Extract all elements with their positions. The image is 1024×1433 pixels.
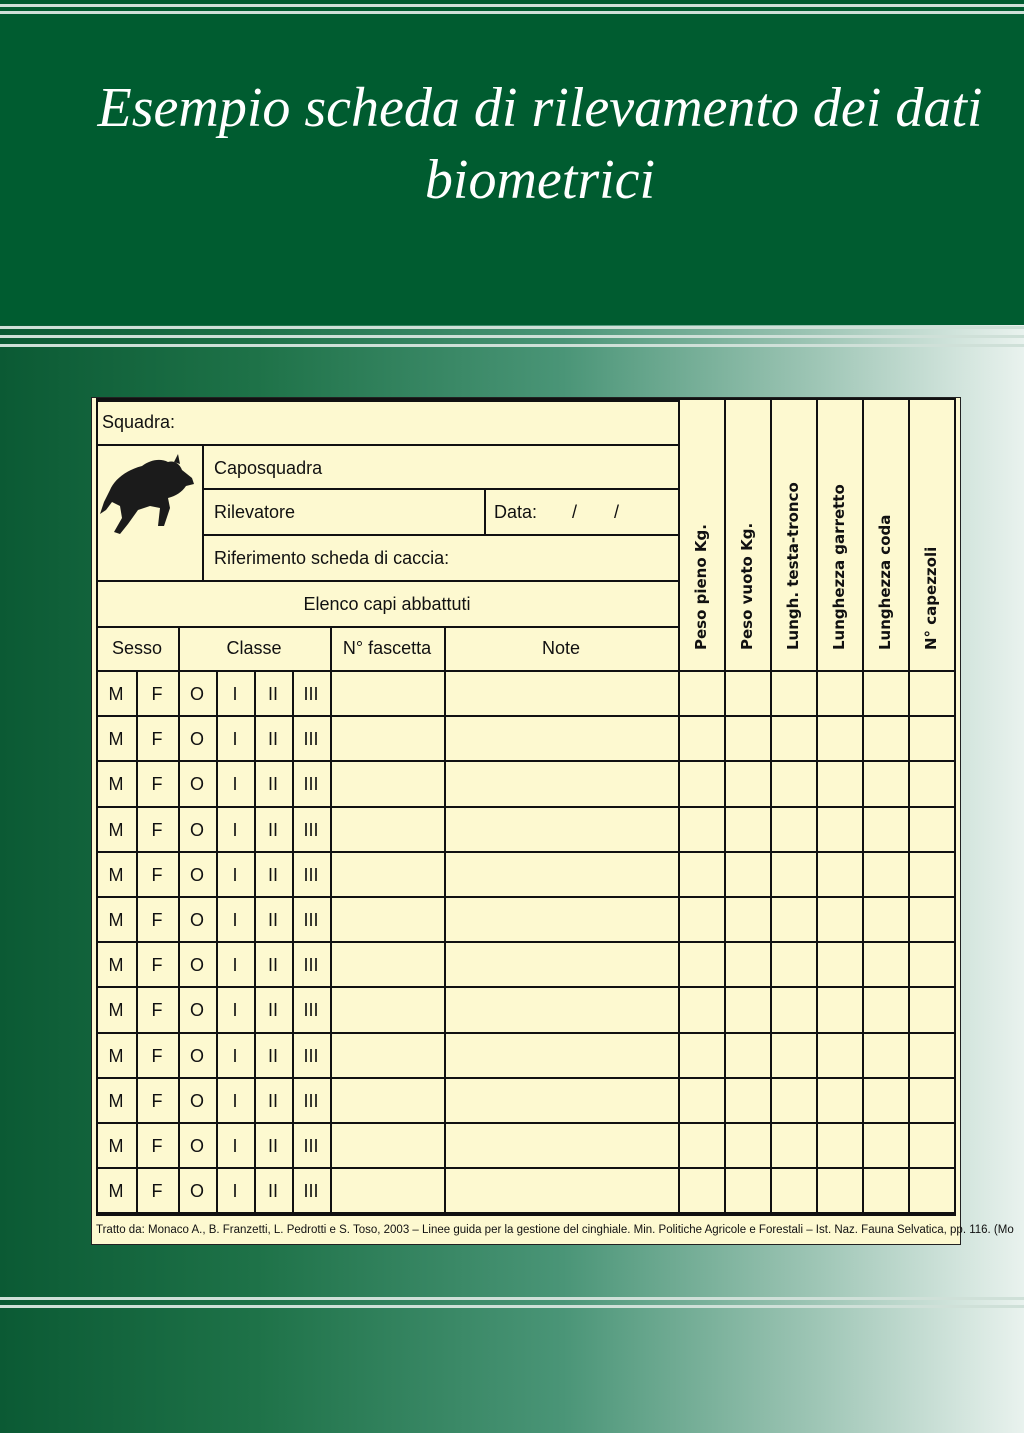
grid-line — [444, 1169, 446, 1214]
row-option: II — [267, 910, 278, 930]
row-option: O — [189, 729, 204, 750]
elenco-label: Elenco capi abbattuti — [303, 594, 471, 614]
grid-line — [96, 1122, 954, 1124]
page-title: Esempio scheda di rilevamento dei dati biometrici — [97, 77, 983, 211]
grid-line — [96, 670, 678, 672]
grid-line — [330, 762, 332, 807]
grid-line — [330, 1169, 332, 1214]
row-option: II — [267, 1045, 278, 1066]
row-option: F — [151, 864, 163, 885]
grid-line — [96, 896, 954, 898]
grid-line — [330, 943, 332, 988]
row-option: II — [267, 864, 278, 885]
row-option: III — [303, 774, 319, 795]
divider — [0, 335, 1024, 338]
row-option: O — [189, 1000, 204, 1021]
row-option: O — [189, 1090, 204, 1111]
row-option: III — [303, 1045, 319, 1066]
grid-line — [678, 670, 954, 672]
row-option: M — [108, 1045, 124, 1066]
citation: Tratto da: Monaco A., B. Franzetti, L. Pedrotti e S. Toso, 2003 – Linee guida per la gestione del cinghiale. Min. Politiche Agricole e Forestali – Ist. Naz. Fauna Selvatica, pp. 116. (Mo — [96, 1224, 1014, 1236]
row-option: I — [232, 1045, 238, 1066]
grid-line — [444, 853, 446, 898]
grid-line — [96, 986, 954, 988]
grid-line — [96, 580, 678, 582]
grid-line — [96, 444, 678, 446]
grid-line — [96, 851, 954, 853]
grid-line — [444, 988, 446, 1033]
classe-header: Classe — [226, 638, 282, 658]
row-option: M — [108, 774, 124, 795]
grid-line — [96, 1032, 954, 1034]
grid-line — [330, 672, 332, 717]
grid-line — [862, 398, 864, 1216]
grid-line — [444, 1034, 446, 1079]
row-option: F — [151, 729, 163, 750]
grid-line — [816, 398, 818, 1216]
grid-line — [96, 760, 954, 762]
measure-header: Lunghezza garretto — [830, 484, 848, 650]
grid-line — [330, 626, 332, 672]
row-option: II — [267, 1136, 278, 1156]
grid-line — [678, 398, 680, 1216]
row-option: III — [303, 1181, 319, 1202]
row-option: I — [232, 819, 238, 840]
row-option: F — [151, 1136, 163, 1156]
grid-line — [724, 398, 726, 1216]
divider — [0, 344, 1024, 347]
grid-line — [770, 398, 772, 1216]
grid-line — [330, 853, 332, 898]
row-option: O — [189, 1045, 204, 1066]
row-option: III — [303, 1000, 319, 1021]
row-option: F — [151, 910, 163, 930]
row-option: II — [267, 729, 278, 750]
row-option: M — [108, 684, 124, 704]
row-option: M — [108, 1136, 124, 1156]
divider — [0, 4, 1024, 7]
note-header: Note — [541, 638, 581, 658]
grid-line — [96, 398, 98, 1216]
grid-line — [96, 400, 678, 402]
grid-line — [444, 1124, 446, 1169]
divider — [0, 326, 1024, 329]
row-option: III — [303, 729, 319, 750]
grid-line — [330, 988, 332, 1033]
row-option: M — [108, 1000, 124, 1021]
squadra-label: Squadra: — [102, 412, 176, 432]
row-option: II — [267, 955, 278, 976]
row-option: F — [151, 1045, 163, 1066]
row-option: O — [189, 684, 204, 704]
measure-header: N° capezzoli — [922, 546, 940, 650]
row-option: I — [232, 774, 238, 795]
row-option: F — [151, 1181, 163, 1202]
grid-line — [96, 1077, 954, 1079]
date-separator: / — [572, 502, 578, 522]
row-option: I — [232, 955, 238, 976]
row-option: O — [189, 1181, 204, 1202]
grid-line — [444, 672, 446, 717]
grid-line — [330, 717, 332, 762]
grid-line — [204, 534, 678, 536]
row-option: F — [151, 955, 163, 976]
row-option: F — [151, 684, 163, 704]
row-option: I — [232, 910, 238, 930]
row-option: I — [232, 1000, 238, 1021]
row-option: III — [303, 1090, 319, 1111]
grid-line — [444, 717, 446, 762]
grid-line — [96, 626, 678, 628]
row-option: I — [232, 1181, 238, 1202]
row-option: F — [151, 774, 163, 795]
grid-line — [444, 626, 446, 672]
grid-line — [96, 715, 954, 717]
biometric-form — [91, 397, 1014, 1245]
row-option: M — [108, 819, 124, 840]
grid-line — [444, 898, 446, 943]
row-option: I — [232, 864, 238, 885]
grid-line — [96, 1167, 954, 1169]
row-option: F — [151, 1000, 163, 1021]
grid-line — [96, 941, 954, 943]
row-option: O — [189, 955, 204, 976]
grid-line — [954, 398, 956, 1216]
grid-line — [444, 808, 446, 853]
row-option: III — [303, 910, 319, 930]
divider — [0, 1305, 1024, 1308]
rilevatore-label: Rilevatore — [214, 502, 296, 522]
row-option: I — [232, 1090, 238, 1111]
grid-line — [908, 398, 910, 1216]
riferimento-label: Riferimento scheda di caccia: — [214, 548, 450, 568]
measure-header: Lunghezza coda — [876, 514, 894, 650]
divider — [0, 11, 1024, 14]
grid-line — [444, 943, 446, 988]
wild-boar-icon — [98, 450, 196, 542]
row-option: III — [303, 864, 319, 885]
grid-line — [96, 806, 954, 808]
grid-line — [330, 1079, 332, 1124]
row-option: F — [151, 819, 163, 840]
sesso-header: Sesso — [111, 638, 163, 658]
row-option: F — [151, 1090, 163, 1111]
row-option: I — [232, 1136, 238, 1156]
measure-header: Peso pieno Kg. — [692, 524, 710, 650]
row-option: II — [267, 684, 278, 704]
row-option: II — [267, 1181, 278, 1202]
date-separator: / — [614, 502, 620, 522]
row-option: M — [108, 1090, 124, 1111]
row-option: O — [189, 910, 204, 930]
row-option: I — [232, 684, 238, 704]
grid-line — [202, 444, 204, 580]
row-option: O — [189, 864, 204, 885]
row-option: O — [189, 1136, 204, 1156]
grid-line — [484, 488, 486, 534]
grid-line — [96, 1214, 954, 1216]
grid-line — [330, 1124, 332, 1169]
row-option: III — [303, 955, 319, 976]
grid-line — [444, 1079, 446, 1124]
row-option: M — [108, 1181, 124, 1202]
grid-line — [178, 626, 180, 672]
row-option: III — [303, 684, 319, 704]
row-option: O — [189, 819, 204, 840]
row-option: I — [232, 729, 238, 750]
grid-line — [444, 762, 446, 807]
caposquadra-label: Caposquadra — [214, 458, 323, 478]
row-option: M — [108, 864, 124, 885]
row-option: II — [267, 774, 278, 795]
row-option: III — [303, 819, 319, 840]
data-label: Data: — [494, 502, 538, 522]
row-option: II — [267, 1000, 278, 1021]
grid-line — [96, 398, 954, 400]
row-option: O — [189, 774, 204, 795]
grid-line — [330, 898, 332, 943]
fascetta-header: N° fascetta — [342, 638, 432, 658]
row-option: II — [267, 1090, 278, 1111]
row-option: M — [108, 729, 124, 750]
row-option: II — [267, 819, 278, 840]
grid-line — [330, 808, 332, 853]
row-option: M — [108, 910, 124, 930]
row-option: III — [303, 1136, 319, 1156]
measure-header: Lungh. testa-tronco — [784, 482, 802, 650]
row-option: M — [108, 955, 124, 976]
measure-header: Peso vuoto Kg. — [738, 522, 756, 650]
grid-line — [330, 1034, 332, 1079]
grid-line — [204, 488, 678, 490]
divider — [0, 1297, 1024, 1300]
